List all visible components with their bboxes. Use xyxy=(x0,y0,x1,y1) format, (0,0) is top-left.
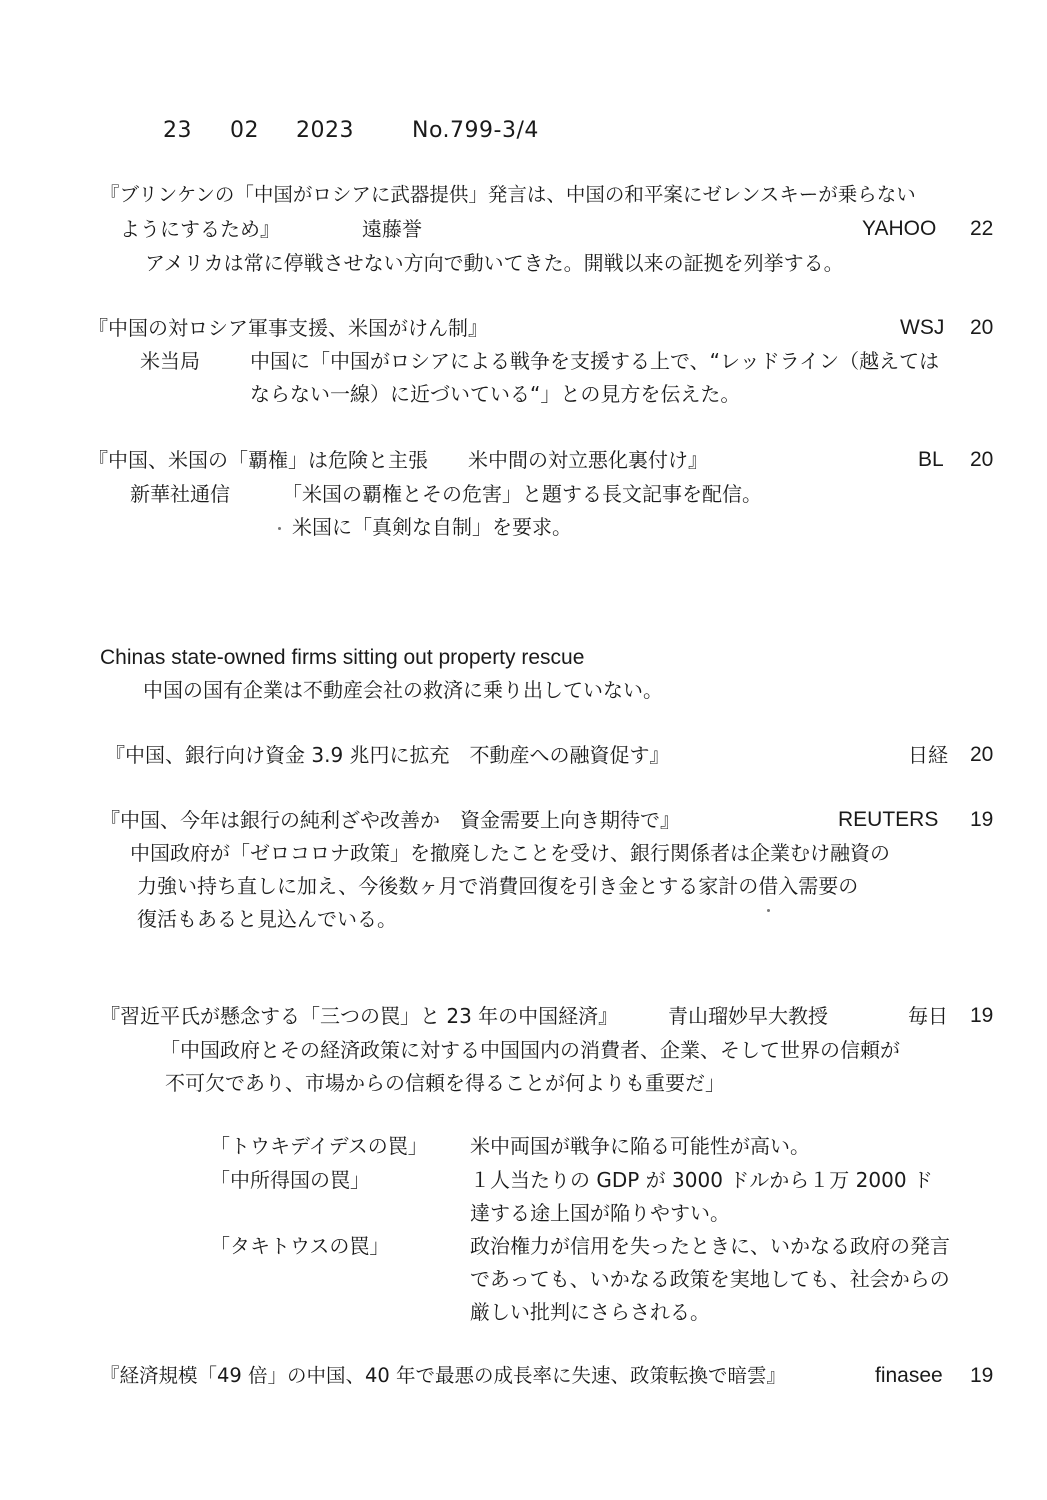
article-2-body-1: 中国に「中国がロシアによる戦争を支援する上で、“レッドライン（越えては xyxy=(250,349,940,373)
article-6-title: 『中国、今年は銀行の純利ざや改善か 資金需要上向き期待で』 xyxy=(100,808,680,832)
article-6-body-1: 中国政府が「ゼロコロナ政策」を撤廃したことを受け、銀行関係者は企業むけ融資の xyxy=(130,841,890,865)
article-6-body-2: 力強い持ち直しに加え、今後数ヶ月で消費回復を引き金とする家計の借入需要の xyxy=(137,874,859,898)
article-6-source: REUTERS xyxy=(838,808,939,831)
article-8-day: 19 xyxy=(970,1364,994,1387)
article-3-body-2: 米国に「真剣な自制」を要求。 xyxy=(292,515,572,539)
article-3-day: 20 xyxy=(970,448,994,471)
article-1-author: 遠藤誉 xyxy=(362,217,422,241)
article-5-source: 日経 xyxy=(908,743,948,767)
trap-2-desc-1: １人当たりの GDP が 3000 ドルから１万 2000 ド xyxy=(470,1168,933,1192)
scan-speck xyxy=(278,527,281,530)
article-6-day: 19 xyxy=(970,808,994,831)
article-5-day: 20 xyxy=(970,743,994,766)
trap-3-desc-1: 政治権力が信用を失ったときに、いかなる政府の発言 xyxy=(470,1234,950,1258)
article-3-body-1: 「米国の覇権とその危害」と題する長文記事を配信。 xyxy=(282,482,762,506)
article-4-title: Chinas state-owned firms sitting out property rescue xyxy=(100,646,585,669)
article-2-title: 『中国の対ロシア軍事支援、米国がけん制』 xyxy=(88,316,488,340)
article-3-source: BL xyxy=(918,448,944,471)
article-1-day: 22 xyxy=(970,217,994,240)
article-2-speaker: 米当局 xyxy=(140,349,200,373)
trap-3-name: 「タキトウスの罠」 xyxy=(210,1234,390,1258)
scan-speck xyxy=(767,909,770,912)
article-7-title: 『習近平氏が懸念する「三つの罠」と 23 年の中国経済』 xyxy=(100,1004,619,1028)
trap-3-desc-3: 厳しい批判にさらされる。 xyxy=(470,1300,710,1324)
article-1-title: 『ブリンケンの「中国がロシアに武器提供」発言は、中国の和平案にゼレンスキーが乗らない xyxy=(100,183,916,206)
article-1-title-cont: ようにするため』 xyxy=(120,217,280,241)
article-3-speaker: 新華社通信 xyxy=(130,482,230,506)
article-3-title: 『中国、米国の「覇権」は危険と主張 米中間の対立悪化裏付け』 xyxy=(88,448,708,472)
date-year: 2023 xyxy=(296,118,354,143)
article-7-body-1: 「中国政府とその経済政策に対する中国国内の消費者、企業、そして世界の信頼が xyxy=(160,1038,900,1062)
article-2-source: WSJ xyxy=(900,316,945,339)
article-7-author: 青山瑠妙早大教授 xyxy=(668,1004,828,1028)
date-day: 23 xyxy=(163,118,192,143)
article-7-body-2: 不可欠であり、市場からの信頼を得ることが何よりも重要だ」 xyxy=(165,1071,725,1095)
article-7-source: 毎日 xyxy=(908,1004,948,1028)
trap-1-name: 「トウキデイデスの罠」 xyxy=(210,1134,428,1158)
trap-2-name: 「中所得国の罠」 xyxy=(210,1168,370,1192)
article-1-source: YAHOO xyxy=(862,217,937,240)
article-8-title: 『経済規模「49 倍」の中国、40 年で最悪の成長率に失速、政策転換で暗雲』 xyxy=(100,1364,787,1387)
trap-3-desc-2: であっても、いかなる政策を実地しても、社会からの xyxy=(470,1267,950,1291)
article-4-body: 中国の国有企業は不動産会社の救済に乗り出していない。 xyxy=(143,678,663,702)
article-2-day: 20 xyxy=(970,316,994,339)
trap-1-desc: 米中両国が戦争に陥る可能性が高い。 xyxy=(470,1134,810,1158)
article-7-day: 19 xyxy=(970,1004,994,1027)
trap-2-desc-2: 達する途上国が陥りやすい。 xyxy=(470,1201,730,1225)
article-1-body: アメリカは常に停戦させない方向で動いてきた。開戦以来の証拠を列挙する。 xyxy=(145,251,844,275)
date-month: 02 xyxy=(230,118,259,143)
article-2-body-2: ならない一線）に近づいている“」との見方を伝えた。 xyxy=(250,382,741,406)
issue-number: No.799-3/4 xyxy=(412,118,539,143)
article-8-source: finasee xyxy=(875,1364,943,1387)
article-5-title: 『中国、銀行向け資金 3.9 兆円に拡充 不動産への融資促す』 xyxy=(105,743,670,767)
article-6-body-3: 復活もあると見込んでいる。 xyxy=(137,907,397,931)
